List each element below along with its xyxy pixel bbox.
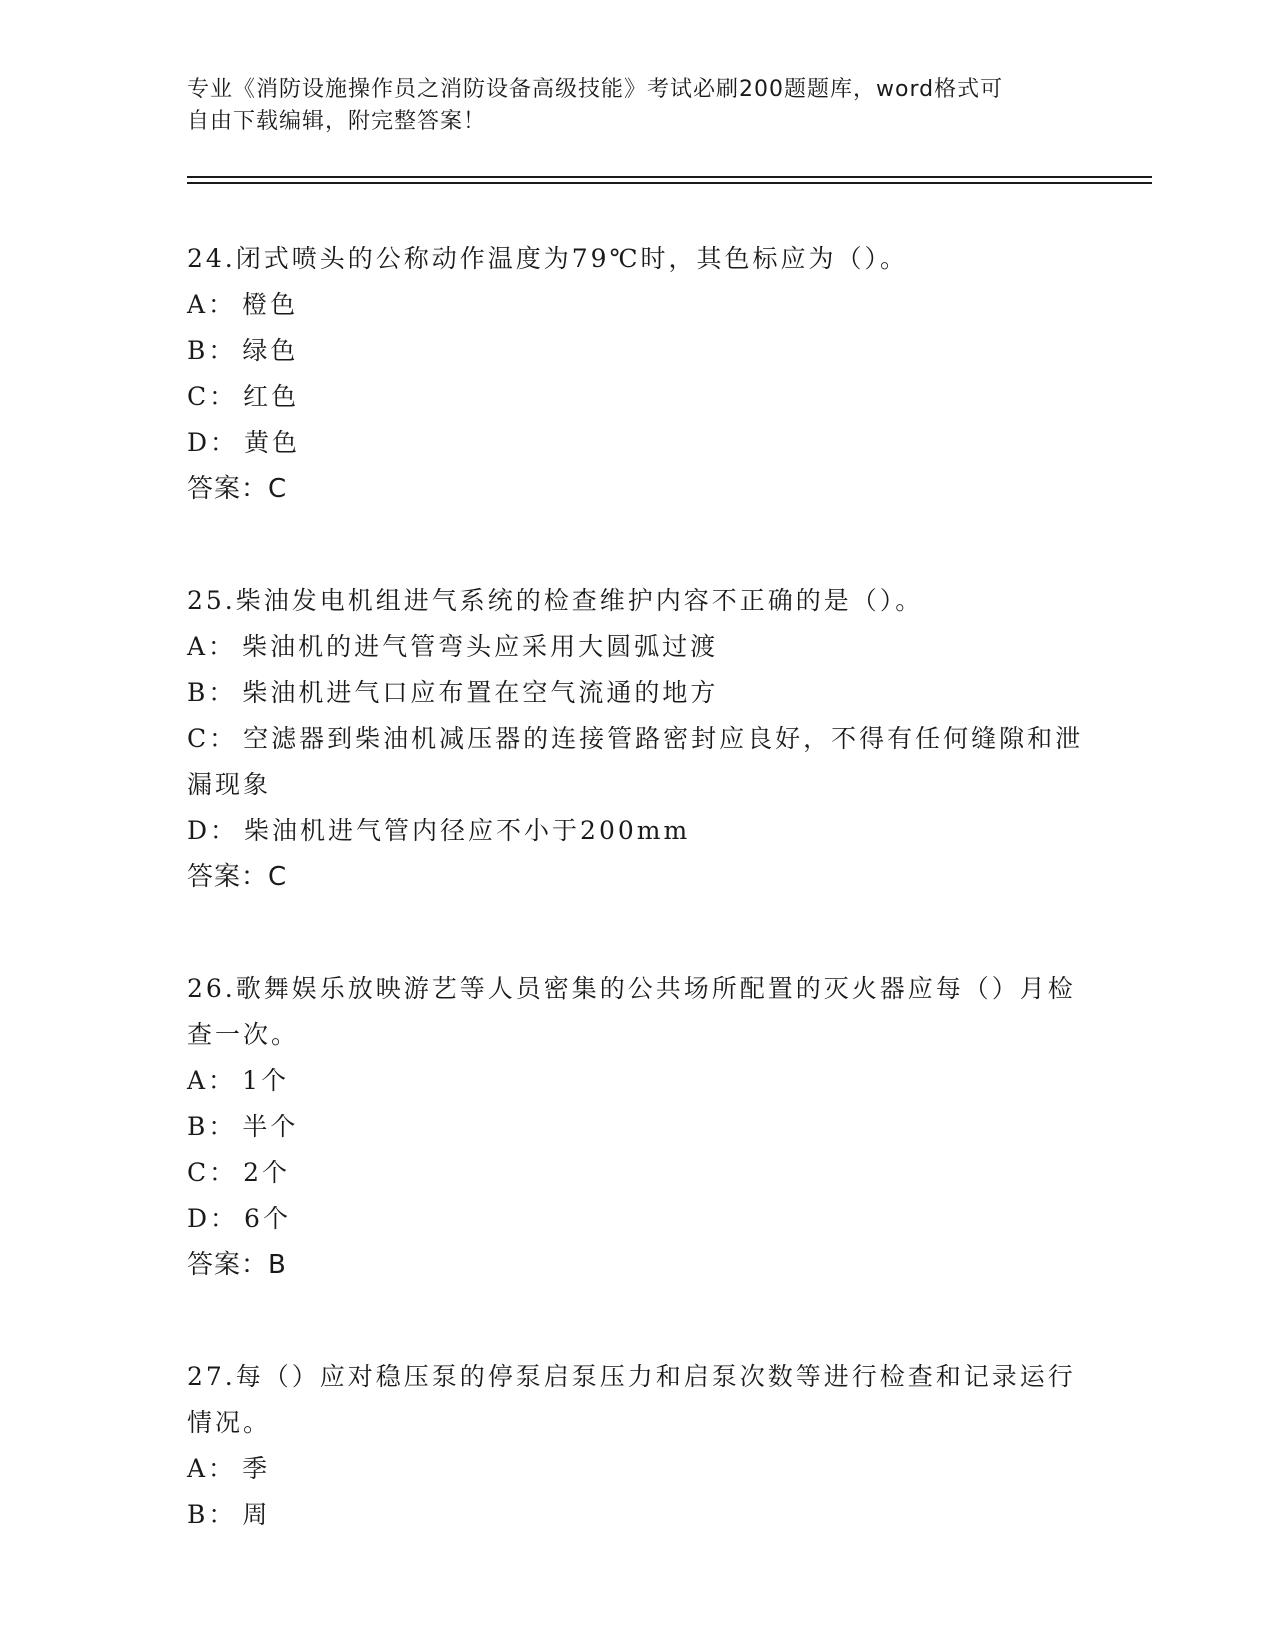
question-stem: 24.闭式喷头的公称动作温度为79℃时，其色标应为（）。 bbox=[187, 244, 909, 273]
question-24 bbox=[187, 236, 1087, 512]
option-key: C： bbox=[187, 382, 238, 411]
option-key: B： bbox=[187, 1500, 237, 1529]
option-text: 空滤器到柴油机减压器的连接管路密封应良好，不得有任何缝隙和泄漏现象 bbox=[187, 724, 1084, 799]
option-key: D： bbox=[187, 816, 239, 845]
question-stem: 25.柴油发电机组进气系统的检查维护内容不正确的是（）。 bbox=[187, 586, 924, 615]
option-key: B： bbox=[187, 336, 237, 365]
option-key: A： bbox=[187, 1066, 237, 1095]
header-divider-bottom bbox=[187, 182, 1152, 184]
option-b bbox=[187, 670, 1087, 716]
question-26 bbox=[187, 966, 1087, 1288]
option-a bbox=[187, 282, 1087, 328]
option-text: 半个 bbox=[242, 1112, 299, 1141]
option-text: 周 bbox=[242, 1500, 271, 1529]
header-line-1: 专业《消防设施操作员之消防设备高级技能》考试必刷200题题库，word格式可 bbox=[187, 77, 1004, 102]
question-list bbox=[187, 236, 1087, 1604]
option-text: 2个 bbox=[243, 1158, 291, 1187]
option-key: C： bbox=[187, 724, 238, 753]
question-25 bbox=[187, 578, 1087, 900]
answer: 答案：C bbox=[187, 862, 288, 892]
option-key: B： bbox=[187, 678, 237, 707]
option-key: D： bbox=[187, 428, 239, 457]
question-27 bbox=[187, 1354, 1087, 1538]
option-c bbox=[187, 716, 1087, 808]
question-stem: 27.每（）应对稳压泵的停泵启泵压力和启泵次数等进行检查和记录运行情况。 bbox=[187, 1362, 1076, 1437]
option-d bbox=[187, 808, 1087, 854]
option-c bbox=[187, 1150, 1087, 1196]
document-header bbox=[187, 74, 1067, 138]
option-b bbox=[187, 328, 1087, 374]
option-text: 橙色 bbox=[242, 290, 299, 319]
answer: 答案：C bbox=[187, 474, 288, 504]
option-key: D： bbox=[187, 1204, 239, 1233]
option-key: B： bbox=[187, 1112, 237, 1141]
option-text: 黄色 bbox=[244, 428, 301, 457]
question-stem: 26.歌舞娱乐放映游艺等人员密集的公共场所配置的灭火器应每（）月检查一次。 bbox=[187, 974, 1076, 1049]
option-text: 柴油机进气管内径应不小于200mm bbox=[244, 816, 691, 845]
option-text: 季 bbox=[242, 1454, 271, 1483]
option-text: 1个 bbox=[242, 1066, 289, 1095]
option-text: 绿色 bbox=[242, 336, 299, 365]
option-d bbox=[187, 1196, 1087, 1242]
option-c bbox=[187, 374, 1087, 420]
option-key: A： bbox=[187, 290, 237, 319]
option-key: A： bbox=[187, 1454, 237, 1483]
option-text: 6个 bbox=[244, 1204, 291, 1233]
option-b bbox=[187, 1104, 1087, 1150]
option-key: C： bbox=[187, 1158, 238, 1187]
header-divider-top bbox=[187, 176, 1152, 178]
option-d bbox=[187, 420, 1087, 466]
option-key: A： bbox=[187, 632, 237, 661]
option-text: 柴油机的进气管弯头应采用大圆弧过渡 bbox=[242, 632, 719, 661]
option-a bbox=[187, 624, 1087, 670]
option-b bbox=[187, 1492, 1087, 1538]
answer: 答案：B bbox=[187, 1250, 287, 1280]
option-text: 柴油机进气口应布置在空气流通的地方 bbox=[242, 678, 719, 707]
option-a bbox=[187, 1058, 1087, 1104]
header-line-2: 自由下载编辑，附完整答案！ bbox=[187, 109, 487, 134]
option-a bbox=[187, 1446, 1087, 1492]
option-text: 红色 bbox=[243, 382, 300, 411]
